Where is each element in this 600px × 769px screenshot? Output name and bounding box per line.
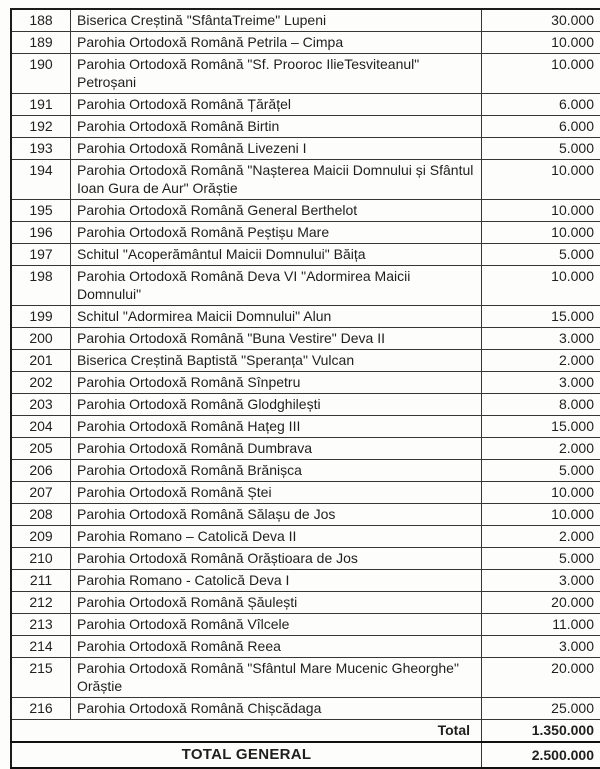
- grand-total-row: [11, 742, 600, 768]
- table-body: [11, 9, 600, 720]
- table-row: [11, 160, 600, 200]
- row-number: 191: [11, 94, 71, 116]
- row-amount: 15.000: [482, 416, 600, 438]
- row-amount: 10.000: [482, 54, 600, 94]
- table-row: [11, 482, 600, 504]
- grand-total-amount: 2.500.000: [482, 742, 600, 768]
- table-row: [11, 460, 600, 482]
- table-row: [11, 592, 600, 614]
- row-amount: 2.000: [482, 438, 600, 460]
- row-amount: 10.000: [482, 266, 600, 306]
- row-amount: 10.000: [482, 160, 600, 200]
- row-number: 213: [11, 614, 71, 636]
- row-name: Schitul "Adormirea Maicii Domnului" Alun: [71, 306, 482, 328]
- row-name: Parohia Ortodoxă Română Dumbrava: [71, 438, 482, 460]
- row-amount: 8.000: [482, 394, 600, 416]
- row-number: 212: [11, 592, 71, 614]
- table-row: [11, 570, 600, 592]
- table-row: [11, 416, 600, 438]
- row-name: Schitul "Acoperământul Maicii Domnului" Băița: [71, 244, 482, 266]
- row-number: 209: [11, 526, 71, 548]
- row-number: 200: [11, 328, 71, 350]
- row-number: 190: [11, 54, 71, 94]
- row-amount: 6.000: [482, 94, 600, 116]
- row-name: Parohia Ortodoxă Română Deva VI "Adormirea Maicii Domnului": [71, 266, 482, 306]
- row-amount: 3.000: [482, 570, 600, 592]
- row-number: 210: [11, 548, 71, 570]
- table-row: [11, 266, 600, 306]
- table-row: [11, 614, 600, 636]
- row-name: Parohia Ortodoxă Română Hațeg III: [71, 416, 482, 438]
- row-name: Parohia Ortodoxă Română Glodghilești: [71, 394, 482, 416]
- table-row: [11, 222, 600, 244]
- row-number: 216: [11, 698, 71, 720]
- row-amount: 10.000: [482, 200, 600, 222]
- row-number: 201: [11, 350, 71, 372]
- row-name: Parohia Ortodoxă Română "Sfântul Mare Mucenic Gheorghe" Orăștie: [71, 658, 482, 698]
- row-name: Parohia Ortodoxă Română Șăulești: [71, 592, 482, 614]
- table-row: [11, 350, 600, 372]
- row-number: 205: [11, 438, 71, 460]
- row-number: 207: [11, 482, 71, 504]
- table-footer: [11, 720, 600, 769]
- row-amount: 10.000: [482, 504, 600, 526]
- row-name: Parohia Ortodoxă Română Vîlcele: [71, 614, 482, 636]
- row-amount: 5.000: [482, 548, 600, 570]
- row-amount: 25.000: [482, 698, 600, 720]
- row-name: Parohia Ortodoxă Română Orăștioara de Jos: [71, 548, 482, 570]
- row-name: Parohia Ortodoxă Română Brănișca: [71, 460, 482, 482]
- table-row: [11, 328, 600, 350]
- row-name: Parohia Ortodoxă Română Chișcădaga: [71, 698, 482, 720]
- row-name: Biserica Creștină "SfântaTreime" Lupeni: [71, 9, 482, 32]
- total-amount: 1.350.000: [482, 720, 600, 743]
- row-number: 196: [11, 222, 71, 244]
- grand-total-label: TOTAL GENERAL: [11, 742, 482, 768]
- row-amount: 2.000: [482, 526, 600, 548]
- row-number: 203: [11, 394, 71, 416]
- row-amount: 20.000: [482, 658, 600, 698]
- table-row: [11, 526, 600, 548]
- row-number: 208: [11, 504, 71, 526]
- row-number: 198: [11, 266, 71, 306]
- table-row: [11, 244, 600, 266]
- row-number: 206: [11, 460, 71, 482]
- table-row: [11, 54, 600, 94]
- row-amount: 10.000: [482, 32, 600, 54]
- total-row: [11, 720, 600, 743]
- table-row: [11, 94, 600, 116]
- allocation-table: [10, 8, 600, 769]
- row-number: 211: [11, 570, 71, 592]
- table-row: [11, 394, 600, 416]
- row-number: 194: [11, 160, 71, 200]
- table-row: [11, 698, 600, 720]
- row-amount: 10.000: [482, 222, 600, 244]
- table-row: [11, 306, 600, 328]
- row-amount: 15.000: [482, 306, 600, 328]
- row-amount: 3.000: [482, 328, 600, 350]
- table-row: [11, 9, 600, 32]
- row-name: Parohia Ortodoxă Română "Buna Vestire" Deva II: [71, 328, 482, 350]
- row-amount: 2.000: [482, 350, 600, 372]
- row-name: Parohia Romano – Catolică Deva II: [71, 526, 482, 548]
- table-row: [11, 548, 600, 570]
- row-name: Parohia Ortodoxă Română Reea: [71, 636, 482, 658]
- row-number: 202: [11, 372, 71, 394]
- table-row: [11, 138, 600, 160]
- row-number: 204: [11, 416, 71, 438]
- row-number: 195: [11, 200, 71, 222]
- row-number: 193: [11, 138, 71, 160]
- table-row: [11, 200, 600, 222]
- row-name: Parohia Ortodoxă Română Peștișu Mare: [71, 222, 482, 244]
- row-number: 199: [11, 306, 71, 328]
- row-name: Biserica Creștină Baptistă "Speranța" Vulcan: [71, 350, 482, 372]
- row-name: Parohia Ortodoxă Română Birtin: [71, 116, 482, 138]
- row-amount: 6.000: [482, 116, 600, 138]
- table-row: [11, 372, 600, 394]
- row-amount: 10.000: [482, 482, 600, 504]
- row-name: Parohia Ortodoxă Română Livezeni I: [71, 138, 482, 160]
- row-number: 189: [11, 32, 71, 54]
- row-number: 197: [11, 244, 71, 266]
- row-name: Parohia Ortodoxă Română Petrila – Cimpa: [71, 32, 482, 54]
- table-row: [11, 636, 600, 658]
- table-row: [11, 504, 600, 526]
- row-name: Parohia Ortodoxă Română Sălașu de Jos: [71, 504, 482, 526]
- table-row: [11, 116, 600, 138]
- row-amount: 5.000: [482, 244, 600, 266]
- row-number: 215: [11, 658, 71, 698]
- row-name: Parohia Ortodoxă Română Sînpetru: [71, 372, 482, 394]
- table-row: [11, 658, 600, 698]
- row-number: 188: [11, 9, 71, 32]
- row-amount: 5.000: [482, 138, 600, 160]
- row-name: Parohia Ortodoxă Română Ștei: [71, 482, 482, 504]
- row-amount: 30.000: [482, 9, 600, 32]
- row-name: Parohia Ortodoxă Română "Nașterea Maicii Domnului și Sfântul Ioan Gura de Aur" Orăștie: [71, 160, 482, 200]
- row-amount: 3.000: [482, 636, 600, 658]
- row-amount: 20.000: [482, 592, 600, 614]
- total-label: Total: [11, 720, 482, 743]
- row-number: 192: [11, 116, 71, 138]
- table-row: [11, 438, 600, 460]
- row-name: Parohia Ortodoxă Română General Berthelot: [71, 200, 482, 222]
- row-number: 214: [11, 636, 71, 658]
- row-amount: 5.000: [482, 460, 600, 482]
- row-amount: 11.000: [482, 614, 600, 636]
- row-name: Parohia Ortodoxă Română Țărățel: [71, 94, 482, 116]
- row-amount: 3.000: [482, 372, 600, 394]
- row-name: Parohia Ortodoxă Română "Sf. Prooroc IlieTesviteanul" Petroșani: [71, 54, 482, 94]
- table-row: [11, 32, 600, 54]
- row-name: Parohia Romano - Catolică Deva I: [71, 570, 482, 592]
